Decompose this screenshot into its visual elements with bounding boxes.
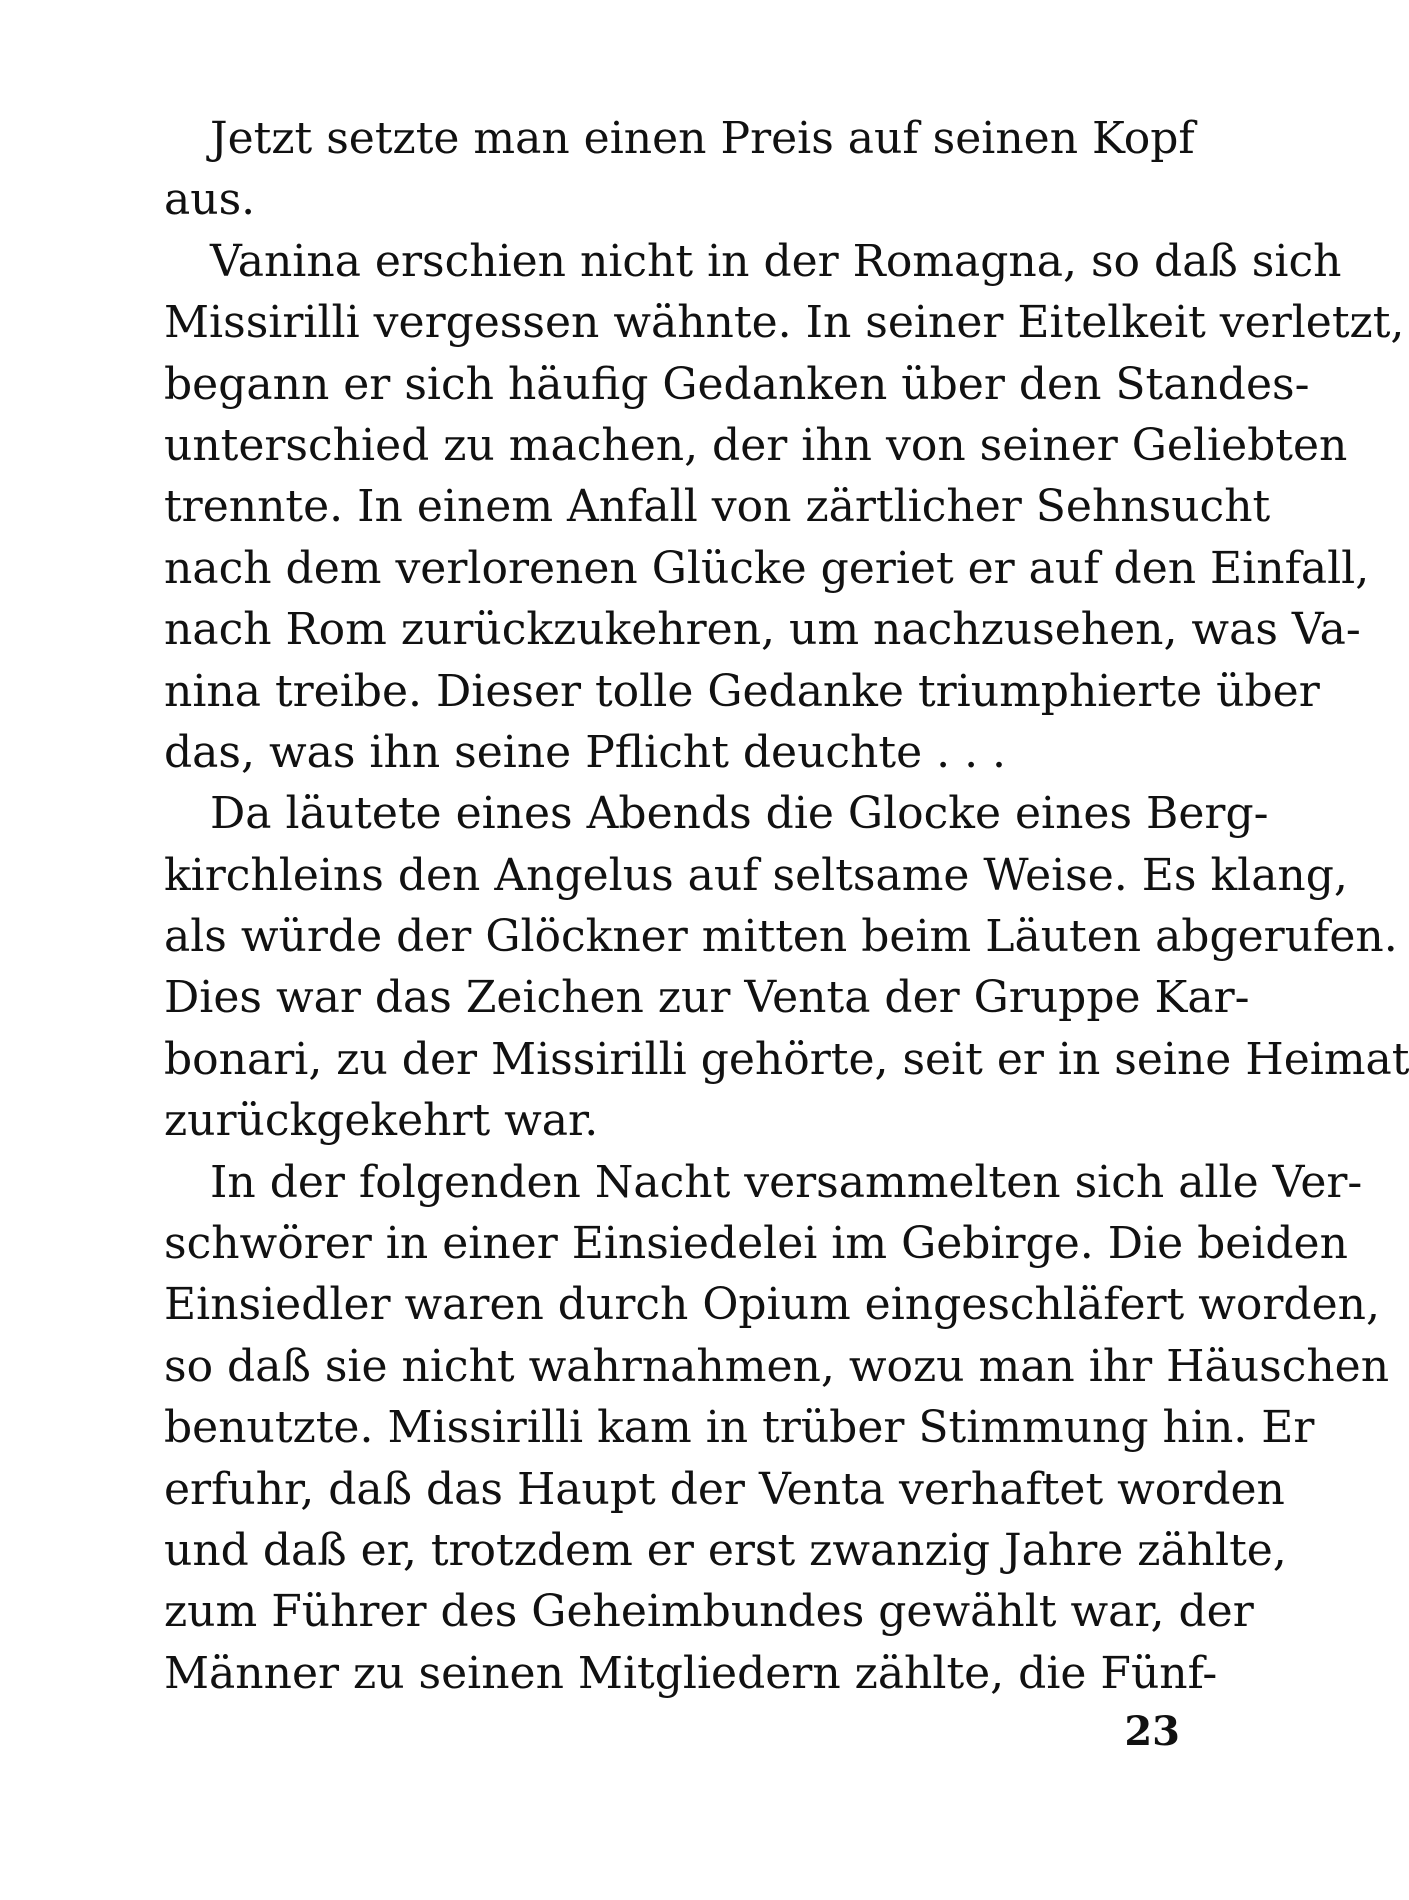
text-line: Dies war das Zeichen zur Venta der Gruppe Kar-	[164, 972, 1250, 1024]
text-line: begann er sich häufig Gedanken über den Standes-	[164, 358, 1310, 410]
text-line: so daß sie nicht wahrnahmen, wozu man ihr Häuschen	[164, 1340, 1390, 1392]
text-line: aus.	[164, 174, 256, 226]
text-line: Männer zu seinen Mitgliedern zählte, die Fünf-	[164, 1647, 1218, 1699]
text-line: In der folgenden Nacht versammelten sich alle Ver-	[210, 1156, 1363, 1208]
text-block	[164, 108, 1409, 1704]
text-line: benutzte. Missirilli kam in trüber Stimmung hin. Er	[164, 1402, 1315, 1454]
text-line: unterschied zu machen, der ihn von seiner Geliebten	[164, 419, 1348, 471]
text-line: und daß er, trotzdem er erst zwanzig Jahre zählte,	[164, 1524, 1287, 1576]
text-line: das, was ihn seine Pflicht deuchte . . .	[164, 726, 1007, 778]
text-line: nach Rom zurückzukehren, um nachzusehen, was Va-	[164, 604, 1361, 656]
text-line: Vanina erschien nicht in der Romagna, so daß sich	[210, 235, 1342, 287]
text-line: zum Führer des Geheimbundes gewählt war, der	[164, 1586, 1254, 1638]
text-line: bonari, zu der Missirilli gehörte, seit er in seine Heimat	[164, 1033, 1409, 1085]
text-line: Jetzt setzte man einen Preis auf seinen Kopf	[210, 113, 1195, 164]
text-line: trennte. In einem Anfall von zärtlicher Sehnsucht	[164, 481, 1271, 533]
text-line: Einsiedler waren durch Opium eingeschläfert worden,	[164, 1279, 1380, 1331]
text-line: kirchleins den Angelus auf seltsame Weise. Es klang,	[164, 849, 1348, 901]
text-line: nach dem verlorenen Glücke geriet er auf den Einfall,	[164, 542, 1370, 594]
text-line: als würde der Glöckner mitten beim Läuten abgerufen.	[164, 911, 1398, 963]
text-line: Da läutete eines Abends die Glocke eines Berg-	[210, 788, 1269, 840]
text-line: schwörer in einer Einsiedelei im Gebirge. Die beiden	[164, 1218, 1348, 1270]
text-line: nina treibe. Dieser tolle Gedanke triumphierte über	[164, 665, 1320, 717]
text-line: Missirilli vergessen wähnte. In seiner Eitelkeit verletzt,	[164, 297, 1405, 349]
text-line: zurückgekehrt war.	[164, 1095, 599, 1147]
page-number: 23	[1124, 1708, 1180, 1755]
text-line: erfuhr, daß das Haupt der Venta verhaftet worden	[164, 1463, 1285, 1515]
